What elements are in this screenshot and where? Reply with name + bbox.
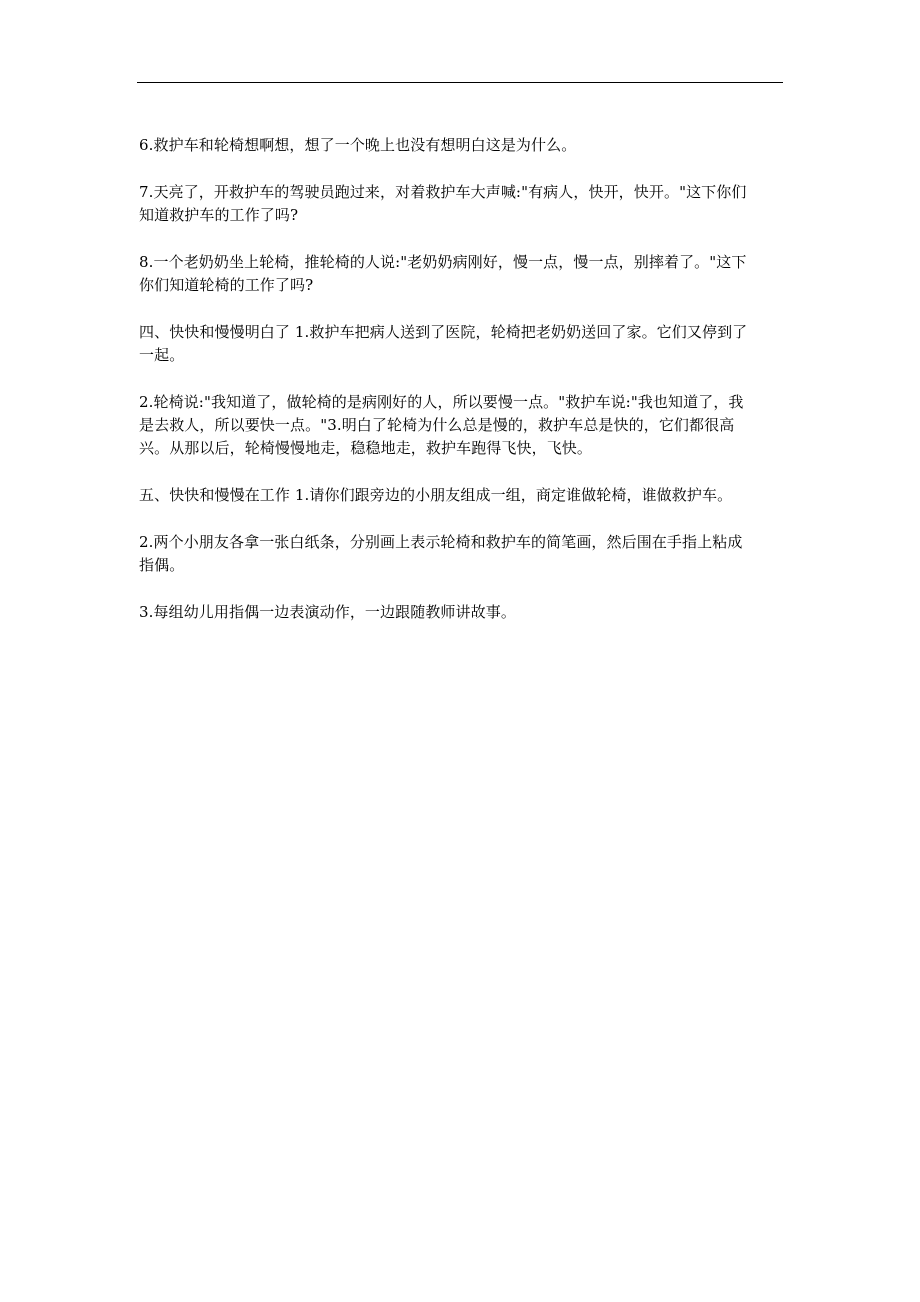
paragraph-section-4: 四、快快和慢慢明白了 1.救护车把病人送到了医院，轮椅把老奶奶送回了家。它们又停到了 一起。 — [139, 323, 748, 364]
paragraph-section-5-part-3: 3.每组幼儿用指偶一边表演动作，一边跟随教师讲故事。 — [139, 603, 516, 621]
paragraph-step-7: 7.天亮了，开救护车的驾驶员跑过来，对着救护车大声喊:"有病人，快开，快开。"这下你们 知道救护车的工作了吗? — [139, 183, 747, 224]
paragraph-section-5: 五、快快和慢慢在工作 1.请你们跟旁边的小朋友组成一组，商定谁做轮椅，谁做救护车。 — [139, 486, 733, 504]
document-body — [139, 134, 787, 648]
header-rule — [137, 82, 783, 83]
paragraph-step-8: 8.一个老奶奶坐上轮椅，推轮椅的人说:"老奶奶病刚好，慢一点，慢一点，别摔着了。"这下 你们知道轮椅的工作了吗? — [139, 253, 747, 294]
paragraph-section-4-part-2: 2.轮椅说:"我知道了，做轮椅的是病刚好的人，所以要慢一点。"救护车说:"我也知道了，我 是去救人，所以要快一点。"3.明白了轮椅为什么总是慢的，救护车总是快的，它们都很高 兴。从那以后，轮椅慢慢地走，稳稳地走，救护车跑得飞快，飞快。 — [139, 393, 744, 457]
paragraph-step-6: 6.救护车和轮椅想啊想，想了一个晚上也没有想明白这是为什么。 — [139, 136, 577, 154]
paragraph-section-5-part-2: 2.两个小朋友各拿一张白纸条，分别画上表示轮椅和救护车的简笔画，然后围在手指上粘成 指偶。 — [139, 533, 743, 574]
